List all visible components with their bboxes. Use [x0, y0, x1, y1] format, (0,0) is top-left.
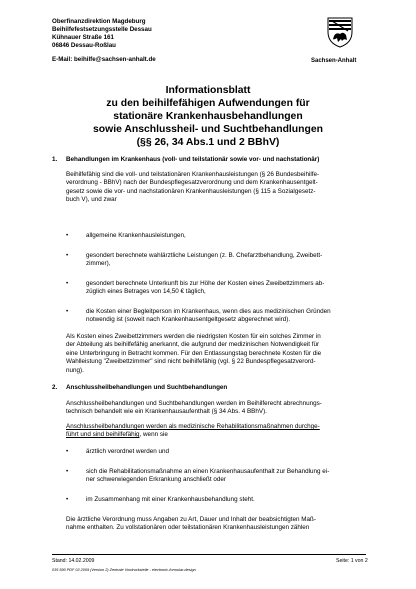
section-heading-2	[52, 384, 227, 391]
section2-closing	[66, 516, 366, 533]
text-line: verordnung - BBhV) nach der Bundespflegesatzverordnung und dem Krankenhausentgelt-	[66, 179, 318, 187]
title-line: stationäre Krankenhausbehandlungen	[113, 111, 303, 122]
bullet-icon: •	[66, 232, 69, 239]
org-city: 06846 Dessau-Roßlau	[52, 42, 116, 49]
text-line: ärztlich verordnet werden und	[86, 448, 169, 455]
text-line: notwendig ist (soweit nach Krankenhausentgeltgesetz abgerechnet wird).	[86, 316, 291, 324]
text-line: gesondert berechnete wahlärztliche Leistungen (z. B. Chefarztbehandlung, Zweibett-	[86, 252, 323, 259]
title-line: (§§ 26, 34 Abs.1 und 2 BBhV)	[136, 137, 280, 148]
org-email: E-Mail: beihilfe@sachsen-anhalt.de	[52, 56, 156, 63]
underlined-text: führt und sind beihilfefähig	[66, 431, 140, 439]
title-line: zu den beihilfefähigen Aufwendungen für	[106, 98, 310, 109]
section-title: Anschlussheilbehandlungen und Suchtbehandlungen	[66, 384, 228, 391]
bullet-icon: •	[66, 496, 69, 503]
text-line: eine Unterbringung in Betracht kommen. Für den Entlassungstag berechnete Kosten für die	[66, 349, 322, 357]
text-line: Als Kosten eines Zweibettzimmers werden die niedrigsten Kosten für ein solches Zimmer in	[66, 333, 321, 340]
state-name: Sachsen-Anhalt	[311, 58, 357, 64]
section-number: 2.	[52, 384, 58, 391]
text-line: gesondert berechnete Unterkunft bis zur Höhe der Kosten eines Zweibettzimmers ab-	[86, 280, 325, 287]
bullet-icon: •	[66, 448, 69, 455]
section-title: Behandlungen im Krankenhaus (voll- und teilstationär sowie vor- und nachstationär)	[66, 156, 320, 163]
text-line: nung).	[66, 366, 84, 374]
footer-date: Stand: 14.02.2009	[52, 558, 95, 564]
org-name: Oberfinanzdirektion Magdeburg	[52, 18, 146, 25]
org-department: Beihilfefestsetzungsstelle Dessau	[52, 26, 152, 33]
text-line: züglich eines Betrages von 14,50 € täglich,	[86, 288, 206, 296]
underlined-text: Anschlussheilbehandlungen werden als medizinische Rehabilitationsmaßnahmen durchge-	[66, 423, 320, 430]
title-line: sowie Anschlussheil- und Suchtbehandlungen	[93, 124, 323, 135]
section-heading-1	[52, 156, 319, 163]
text-line: Beihilfefähig sind die voll- und teilstationären Krankenhausleistungen (§ 26 Bundesbeihilfe-	[66, 171, 320, 178]
text-line: technisch behandelt wie ein Krankenhausaufenthalt (§ 34 Abs. 4 BBhV).	[66, 408, 267, 416]
org-street: Kühnauer Straße 161	[52, 34, 114, 41]
text-line: Wahlleistung "Zweibettzimmer" sind nicht beihilfefähig (vgl. § 22 Bundespflegesatzverord-	[66, 358, 316, 366]
text-line: die Kosten einer Begleitperson im Krankenhaus, wenn dies aus medizinischen Gründen	[86, 308, 331, 315]
text-line	[66, 431, 366, 439]
document-title	[52, 84, 364, 149]
bullet-icon: •	[66, 468, 69, 475]
section1-closing	[66, 333, 366, 375]
text-line: Anschlussheilbehandlungen und Suchtbehandlungen werden im Beihilferecht abrechnungs-	[66, 400, 322, 407]
bullet-icon: •	[66, 280, 69, 287]
section-number: 1.	[52, 156, 58, 163]
text-line: allgemeine Krankenhausleistungen,	[86, 232, 186, 239]
text-fragment: , wenn sie	[139, 431, 168, 439]
bullet-icon: •	[66, 308, 69, 315]
section2-conditions	[66, 423, 366, 440]
section2-intro	[66, 400, 366, 417]
text-line: buch V), und zwar	[66, 196, 117, 204]
sender-address-block	[52, 18, 156, 64]
section1-intro	[66, 171, 366, 205]
text-line: der Abteilung als beihilfefähig anerkannt, die aufgrund der medizinischen Notwendigkeit für	[66, 341, 320, 349]
footer-form-note: 035 590 PDF 02.2009 (Version 2) Zentrale Vordruckstelle - electronic-formular-design	[52, 568, 196, 572]
bullet-icon: •	[66, 252, 69, 259]
footer-divider	[52, 554, 366, 555]
text-line: zimmer),	[86, 260, 111, 268]
text-line: sich die Rehabilitationsmaßnahme an einen Krankenhausaufenthalt zur Behandlung ei-	[86, 468, 330, 475]
title-line: Informationsblatt	[165, 85, 251, 96]
text-line: Die ärztliche Verordnung muss Angaben zu Art, Dauer und Inhalt der beabsichtigten Maß-	[66, 516, 316, 523]
text-line: ner schwerwiegenden Erkrankung anschließt oder	[86, 476, 227, 484]
text-line: im Zusammenhang mit einer Krankenhausbehandlung steht.	[86, 496, 255, 503]
footer-page-number: Seite: 1 von 2	[336, 558, 368, 564]
coat-of-arms-icon	[326, 16, 354, 48]
text-line: gesetz sowie die vor- und nachstationären Krankenhausleistungen (§ 115 a Sozialgesetz-	[66, 187, 316, 195]
text-line: nahme enthalten. Zu vollstationären oder teilstationären Krankenhausleistungen zählen	[66, 524, 310, 532]
